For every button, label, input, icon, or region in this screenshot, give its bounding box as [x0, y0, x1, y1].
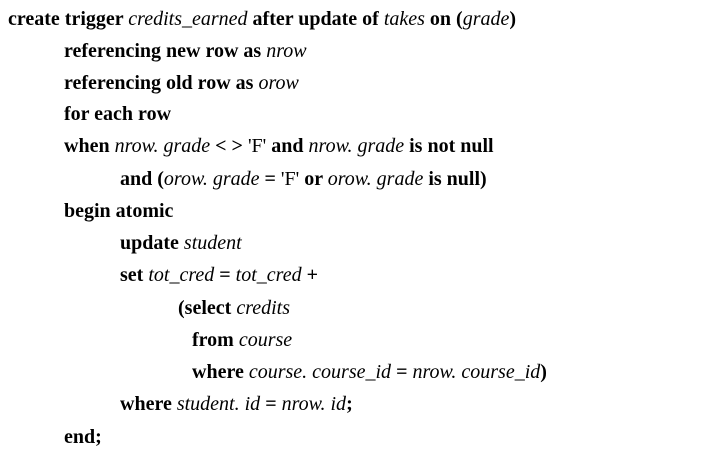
code-token-kw: select	[184, 297, 237, 319]
code-token-str: 'F'	[247, 135, 267, 157]
code-token-kw: for each row	[64, 103, 172, 125]
code-token-kw: where	[120, 393, 177, 415]
code-line	[64, 101, 171, 128]
code-token-sym: )	[480, 168, 487, 190]
code-token-kw: is not null	[404, 135, 494, 157]
code-token-sym: =	[260, 393, 282, 415]
code-token-id: orow	[327, 168, 367, 190]
code-token-id: credits	[236, 297, 291, 319]
code-token-id: .	[451, 361, 462, 383]
code-token-sym: )	[509, 8, 517, 30]
code-token-id: nrow	[114, 135, 154, 157]
code-token-id: .	[366, 168, 377, 190]
code-token-sym: < >	[210, 135, 248, 157]
code-token-sym: ;	[346, 393, 353, 415]
code-token-sym: ;	[95, 426, 102, 448]
code-token-kw: referencing new row as	[64, 40, 267, 62]
code-token-id: student	[183, 232, 242, 254]
code-token-id: credits_earned	[128, 8, 248, 30]
code-token-id: id	[244, 393, 261, 415]
code-token-kw: after update of	[247, 8, 384, 30]
code-line	[64, 70, 299, 97]
code-line	[64, 424, 102, 451]
code-token-kw: or	[299, 168, 328, 190]
code-token-kw: end	[64, 426, 96, 448]
code-token-id: tot_cred	[148, 264, 215, 286]
code-token-sym: =	[214, 264, 236, 286]
code-token-id: .	[347, 135, 358, 157]
code-token-id: grade	[462, 8, 510, 30]
code-token-sym: +	[301, 264, 318, 286]
code-token-str: 'F'	[280, 168, 300, 190]
code-token-kw: is null	[423, 168, 481, 190]
code-line	[8, 6, 516, 33]
code-token-id: nrow	[308, 135, 348, 157]
code-token-id: grade	[163, 135, 211, 157]
code-token-kw: begin atomic	[64, 200, 174, 222]
code-token-id: course_id	[312, 361, 392, 383]
code-line	[120, 262, 318, 289]
code-token-kw: and	[120, 168, 158, 190]
code-token-sym: (	[157, 168, 164, 190]
code-token-id: tot_cred	[235, 264, 302, 286]
code-token-id: .	[302, 361, 313, 383]
code-token-kw: when	[64, 135, 115, 157]
code-token-id: orow	[258, 72, 299, 94]
code-token-sym: =	[391, 361, 413, 383]
code-token-id: orow	[163, 168, 203, 190]
code-token-id: takes	[383, 8, 425, 30]
code-token-id: .	[320, 393, 331, 415]
code-token-kw: set	[120, 264, 149, 286]
code-token-id: id	[330, 393, 347, 415]
code-token-id: nrow	[281, 393, 321, 415]
code-token-id: course	[238, 329, 293, 351]
code-token-id: .	[202, 168, 213, 190]
code-line	[178, 295, 290, 322]
code-token-id: student	[176, 393, 235, 415]
code-token-kw: create trigger	[8, 8, 129, 30]
code-token-id: grade	[212, 168, 260, 190]
code-token-sym: (	[456, 8, 463, 30]
code-token-kw: update	[120, 232, 184, 254]
code-token-id: .	[234, 393, 245, 415]
code-token-id: grade	[357, 135, 405, 157]
code-line	[64, 133, 494, 160]
code-token-id: course	[248, 361, 303, 383]
code-token-id: .	[153, 135, 164, 157]
code-token-kw: referencing old row as	[64, 72, 259, 94]
code-token-id: nrow	[412, 361, 452, 383]
code-line	[192, 327, 292, 354]
code-token-kw: and	[266, 135, 309, 157]
code-token-kw: from	[192, 329, 239, 351]
code-line	[192, 359, 547, 386]
code-token-sym: =	[259, 168, 281, 190]
code-line	[120, 230, 242, 257]
code-token-sym: (	[178, 297, 185, 319]
code-token-id: course_id	[461, 361, 541, 383]
code-token-kw: on	[424, 8, 457, 30]
code-line	[64, 198, 173, 225]
code-line	[120, 166, 487, 193]
code-line	[64, 38, 307, 65]
code-token-kw: where	[192, 361, 249, 383]
code-token-id: grade	[376, 168, 424, 190]
code-token-sym: )	[540, 361, 547, 383]
code-token-id: nrow	[266, 40, 307, 62]
code-line	[120, 391, 353, 418]
